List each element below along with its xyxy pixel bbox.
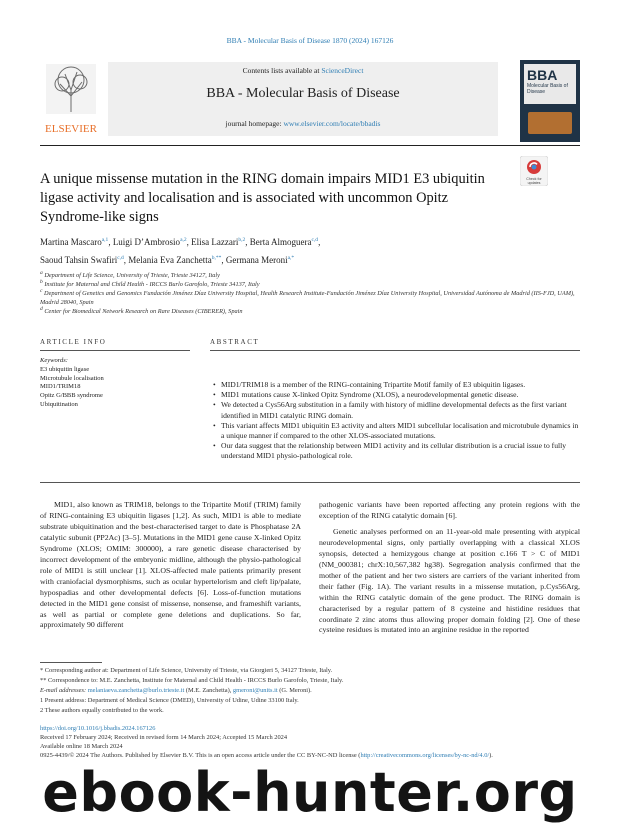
abstract-rule [210,350,580,351]
author[interactable]: Melania Eva Zanchetta$^{b,**}$ [128,255,222,265]
cover-title: BBA [527,67,558,83]
affiliation: $^a$ Department of Life Science, University of Trieste, Trieste 34127, Italy [40,270,220,280]
email-link[interactable]: gmeroni@units.it [232,687,278,694]
article-info-rule [40,350,190,351]
keyword: Microtubule localisation [40,374,104,382]
author[interactable]: Berta Almoguera$^{c,d}$ [249,237,319,247]
license-statement: 0925-4439/© 2024 The Authors. Published by Elsevier B.V. This is an open access article under the CC BY-NC-ND license (http://creativecommons.org/licenses/by-nc-nd/4.0/). [40,752,493,759]
author-list: Martina Mascaro$^{a,1}$, Luigi D’Ambrosio$^{a,2}$, Elisa Lazzari$^{b,2}$, Berta Almoguera$^{c,d}$, Saoud Tahsin Swafiri$^{c,d}$, Melania Eva Zanchetta$^{b,**}$, Germana Meroni$^{a,*}$ [40,237,321,265]
author[interactable]: Saoud Tahsin Swafiri$^{c,d}$ [40,255,124,265]
body-paragraph: Genetic analyses performed on an 11-year-old male presenting with atypical neurodevelopmental signs, only partially overlapping with a classical XLOS synopsis, detected a hemizygous change at position c.166 T > C of MID1 (NM_000381; chrX:10,567,382 hg38). Segregation analysis confirmed that the mother of the patient and her two sisters are carriers of the variant inherited from their father (Fig. 1A). The variant results in a missense mutation, p.Cys56Arg, within the RING catalytic domain of the gene product. The RING domain is characterised by a regular pattern of 8 cysteine and histidine residues that coordinate 2 zinc atoms thus allowing proper domain folding [2]. One of these cysteine residues is mutated into an arginine residue in the reported [319,526,580,635]
cover-subtitle: Molecular Basis of Disease [527,83,568,95]
homepage-link[interactable]: www.elsevier.com/locate/bbadis [283,119,381,128]
footnote-corresponding: * Corresponding author at: Department of Life Science, University of Trieste, via Giorgieri 5, 34127 Trieste, Italy. [40,667,333,674]
article-title: A unique missense mutation in the RING domain impairs MID1 E3 ubiquitin ligase activity and localisation and is associated with uncommon Opitz Syndrome-like signs [40,171,485,225]
highlight-item: • We detected a Cys56Arg substitution in a family with history of midline developmental defects as the first variant identified in MID1 catalytic RING domain. [221,400,581,420]
affiliation: $^d$ Center for Biomedical Network Research on Rare Diseases (CIBERER), Spain [40,306,243,316]
keywords-label: Keywords: [40,357,68,364]
footnote-note: 1 Present address: Department of Medical Science (DMED), University of Udine, Udine 33100 Italy. [40,697,299,704]
highlight-item: • MID1 mutations cause X-linked Opitz Syndrome (XLOS), a neurodevelopmental genetic disease. [221,390,581,400]
journal-name: BBA - Molecular Basis of Disease [206,86,400,101]
doi-link[interactable]: https://doi.org/10.1016/j.bbadis.2024.167126 [40,725,156,732]
abstract-bottom-rule [40,482,580,483]
keywords-box [40,357,170,410]
email-link[interactable]: melaniaeva.zanchetta@burlo.trieste.it [87,687,185,694]
check-for-updates-badge[interactable] [520,156,548,186]
journal-banner [40,60,580,142]
watermark: ebook-hunter.org [42,761,578,824]
article-info-heading: ARTICLE INFO [40,338,107,346]
author[interactable]: Elisa Lazzari$^{b,2}$ [191,237,246,247]
available-online: Available online 18 March 2024 [40,743,123,750]
abstract-heading: ABSTRACT [210,338,260,346]
license-link[interactable]: http://creativecommons.org/licenses/by-nc-nd/4.0/ [360,752,490,759]
keyword: MID1/TRIM18 [40,383,81,391]
sciencedirect-link[interactable]: ScienceDirect [321,66,364,75]
body-paragraph: pathogenic variants have been reported affecting any protein regions with the exception of the RING catalytic domain [6]. [319,500,580,520]
keyword: Ubiquitination [40,400,78,408]
journal-info-box [108,62,498,136]
highlight-item: • This variant affects MID1 ubiquitin E3 activity and alters MID1 subcellular localisation and microtubule dynamics in a unique manner if compared to the other XLOS-associated mutations. [221,421,581,441]
body-left-column [40,500,301,631]
highlight-item: • Our data suggest that the relationship between MID1 activity and its cellular distribution is a crucial issue to fully understand MID1 physio-pathological role. [221,441,581,461]
cover-image [528,112,572,134]
journal-cover [520,60,580,142]
footnote-rule [40,662,102,663]
affiliation: $^b$ Institute for Maternal and Child Health - IRCCS Burlo Garofolo, Trieste 34137, Italy [40,279,260,289]
keyword: Opitz G/BBB syndrome [40,392,103,400]
homepage-line: journal homepage: www.elsevier.com/locate/bbadis [225,119,381,128]
highlight-item: • MID1/TRIM18 is a member of the RING-containing Tripartite Motif family of E3 ubiquitin ligases. [221,380,581,390]
footnote-corresponding: ** Correspondence to: M.E. Zanchetta, Institute for Maternal and Child Health - IRCCS Burlo Garofolo, Trieste, Italy. [40,677,344,684]
footnote-note: 2 These authors equally contributed to the work. [40,707,164,714]
highlights-list [213,380,581,462]
elsevier-logo [40,60,102,138]
contents-line: Contents lists available at ScienceDirect [242,66,364,75]
body-right-column [319,500,580,636]
affiliation: $^c$ Department of Genetics and Genomics Fundación Jiménez Díaz University Hospital, Health Research Institute-Fundación Jiménez Díaz University Hospital, Universidad Autónoma de Madrid (IIS-FJD, UAM), Madrid 28040, Spain [40,288,575,307]
author[interactable]: Martina Mascaro$^{a,1}$ [40,237,109,247]
publisher-name: ELSEVIER [45,123,97,135]
keyword: E3 ubiquitin ligase [40,365,90,373]
header-rule [40,145,580,146]
received-dates: Received 17 February 2024; Received in revised form 14 March 2024; Accepted 15 March 2024 [40,734,288,741]
journal-citation[interactable]: BBA - Molecular Basis of Disease 1870 (2024) 167126 [226,36,394,45]
check-updates-label: Check for updates [526,177,542,185]
author[interactable]: Germana Meroni$^{a,*}$ [225,255,295,265]
body-paragraph: MID1, also known as TRIM18, belongs to the Tripartite Motif (TRIM) family of RING-containing E3 ubiquitin ligases [1,2]. As such, MID1 is able to mediate substrate ubiquitination and the best-characterised target to date is Phosphatase 2A catalytic subunit (PP2Ac) [3–5]. Mutations in the MID1 gene cause X-linked Opitz Syndrome (XLOS; OMIM: 300000), a rare genetic disease characterised by incorrect development of the embryonic midline, although the physio-pathological role of MID1 is still unclear [1]. XLOS-affected male patients primarily present with craniofacial dysmorphisms, such as ocular hypertelorism and cleft lip/palate, hypospadias and other developmental defects [6]. Loss-of-function mutations detected in the MID1 gene consist of missense, nonsense, and frameshift variants, as well as partial or complete gene deletions and duplications. So far, approximately 90 different [40,500,301,630]
footnote-emails: E-mail addresses: melaniaeva.zanchetta@burlo.trieste.it (M.E. Zanchetta), gmeroni@units.it (G. Meroni). [40,687,312,694]
author[interactable]: Luigi D’Ambrosio$^{a,2}$ [112,237,187,247]
